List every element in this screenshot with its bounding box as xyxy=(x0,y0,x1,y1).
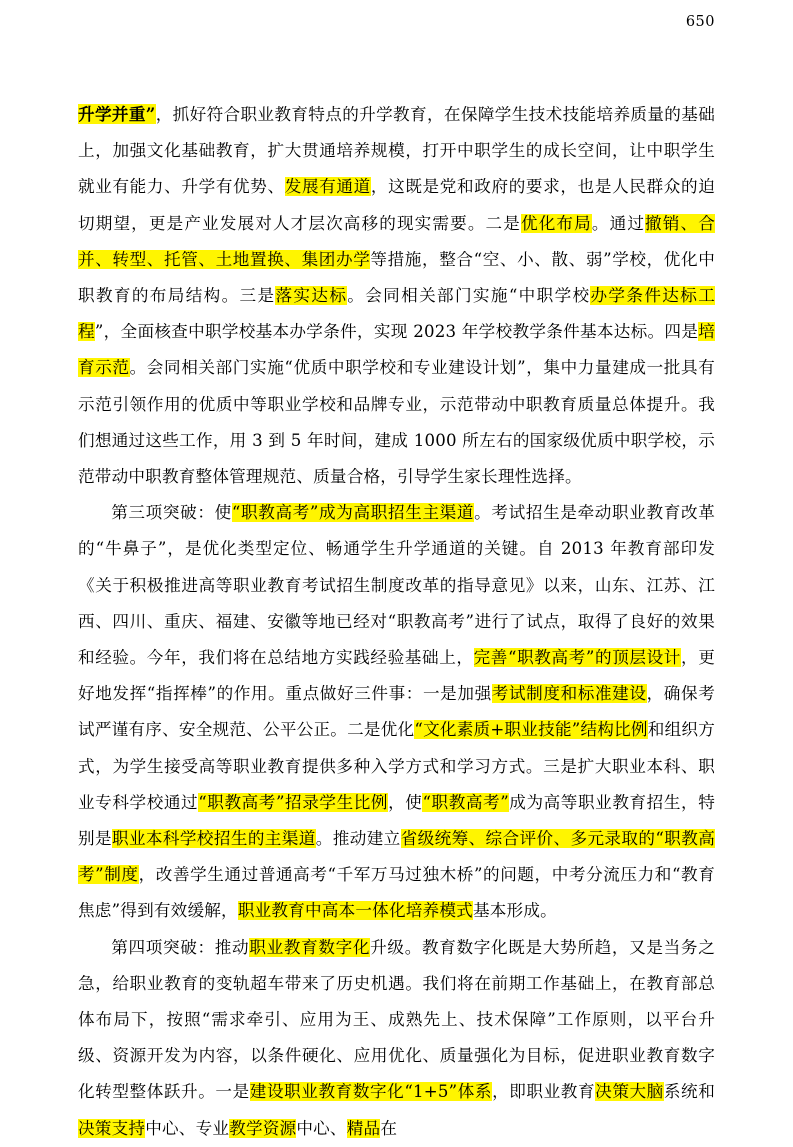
highlighted-text: 决策支持 xyxy=(78,1118,146,1138)
body-text: ”，全面核查中职学校基本办学条件，实现 2023 年学校教学条件基本达标。四是 xyxy=(94,322,699,342)
highlighted-text: “文化素质+职业技能”结构比例 xyxy=(414,720,648,740)
paragraph-1 xyxy=(78,96,715,495)
body-text: 第四项突破：推动 xyxy=(111,937,250,957)
highlighted-text: 职业教育数字化 xyxy=(249,937,371,957)
paragraph-2 xyxy=(78,495,715,929)
body-text: 升级。教育数字化既是大势所趋，又是当务之急，给职业教育的变轨超车带来了历史机遇。我们将在前期工作基础上，在教育部总体布局下，按照“需求牵引、应用为王、成熟先上、技术保障”工作原则，以平台升级、资源开发为内容，以条件硬化、应用优化、质量强化为目标，促进职业教育数字化转型整体跃升。一是 xyxy=(78,937,715,1102)
body-text: 第三项突破：使 xyxy=(111,503,232,523)
body-text: ，这既是党和政府的要求，也是人民群众的迫切期望，更是产业发展对人才层次高移的现实需要。二是 xyxy=(78,177,715,233)
highlighted-text: 撤销、合并、转型、托管、土地置换、集团办学 xyxy=(78,213,715,269)
body-text: ，即职业教育 xyxy=(492,1082,596,1102)
highlighted-text: 决策大脑 xyxy=(595,1082,664,1102)
highlighted-text: 办学条件达标工程 xyxy=(78,286,715,342)
highlighted-text: 职业本科学校招生的主渠道 xyxy=(111,829,316,849)
body-text: 。会同相关部门实施“优质中职学校和专业建设计划”，集中力量建成一批具有示范引领作用的优质中等职业学校和品牌专业，示范带动中职教育质量总体提升。我们想通过这些工作，用 3 到 5 年时间，建成 1000 所左右的国家级优质中职学校，示范带动中职教育整体管理规范、质量合格，引导学生家长理性选择。 xyxy=(78,358,715,487)
highlighted-text: 考试制度和标准建设 xyxy=(491,684,647,704)
body-text: ，使 xyxy=(388,792,423,812)
body-text: 中心、 xyxy=(296,1118,347,1138)
highlighted-text: 教学资源 xyxy=(229,1118,297,1138)
highlighted-text: 完善“职教高考”的顶层设计 xyxy=(473,648,681,668)
highlighted-text: 优化布局 xyxy=(520,213,592,233)
body-text: 成为高等职业教育招生，特别是 xyxy=(78,792,715,849)
highlighted-text: 精品 xyxy=(346,1118,381,1138)
highlighted-text: “职教高考” xyxy=(422,792,509,812)
body-text: 。会同相关部门实施“中职学校 xyxy=(347,286,591,306)
page-number: 650 xyxy=(685,14,715,30)
body-text: 在 xyxy=(380,1118,398,1138)
body-text: ，确保考试严谨有序、安全规范、公平公正。二是优化 xyxy=(78,684,715,740)
page-body xyxy=(78,96,715,1147)
body-text: 。通过 xyxy=(591,213,646,233)
body-text: ，改善学生通过普通高考“千军万马过独木桥”的问题，中考分流压力和“教育焦虑”得到有效缓解， xyxy=(78,865,715,921)
highlighted-text: 落实达标 xyxy=(275,286,348,306)
body-text: 基本形成。 xyxy=(472,901,557,921)
highlighted-text: 升学并重” xyxy=(78,104,156,124)
highlighted-text: 培育示范 xyxy=(78,322,715,378)
highlighted-text: 建设职业教育数字化“1+5”体系 xyxy=(249,1082,493,1102)
highlighted-text: 发展有通道 xyxy=(284,177,371,197)
body-text: 中心、专业 xyxy=(145,1118,230,1138)
body-text: 等措施，整合“空、小、散、弱”学校，优化中职教育的布局结构。三是 xyxy=(78,249,715,306)
highlighted-text: 省级统筹、综合评价、多元录取 xyxy=(400,829,639,849)
body-text: ，更好地发挥“指挥棒”的作用。重点做好三件事：一是加强 xyxy=(78,648,715,704)
body-text: 。推动建立 xyxy=(315,829,401,849)
highlighted-text: “职教高考”招录学生比例 xyxy=(198,792,389,812)
highlighted-text: 的“职教高考”制度 xyxy=(78,829,715,885)
body-text: 和组织方式，为学生接受高等职业教育提供多种入学方式和学习方式。三是扩大职业本科、职业专科学校通过 xyxy=(78,720,715,812)
highlighted-text: “职教高考”成为高职招生主渠道 xyxy=(231,503,475,523)
paragraph-3 xyxy=(78,930,715,1147)
highlighted-text: 职业教育中高本一体化培养模式 xyxy=(237,901,473,921)
body-text: 。考试招生是牵动职业教育改革的“牛鼻子”，是优化类型定位、畅通学生升学通道的关键。自 2013 年教育部印发《关于积极推进高等职业教育考试招生制度改革的指导意见》以来，山东、江苏、江西、四川、重庆、福建、安徽等地已经对“职教高考”进行了试点，取得了良好的效果和经验。今年，我们将在总结地方实践经验基础上， xyxy=(78,503,716,668)
body-text: 系统和 xyxy=(663,1082,716,1102)
body-text: ，抓好符合职业教育特点的升学教育，在保障学生技术技能培养质量的基础上，加强文化基础教育，扩大贯通培养规模，打开中职学生的成长空间，让中职学生就业有能力、升学有优势、 xyxy=(78,105,715,197)
